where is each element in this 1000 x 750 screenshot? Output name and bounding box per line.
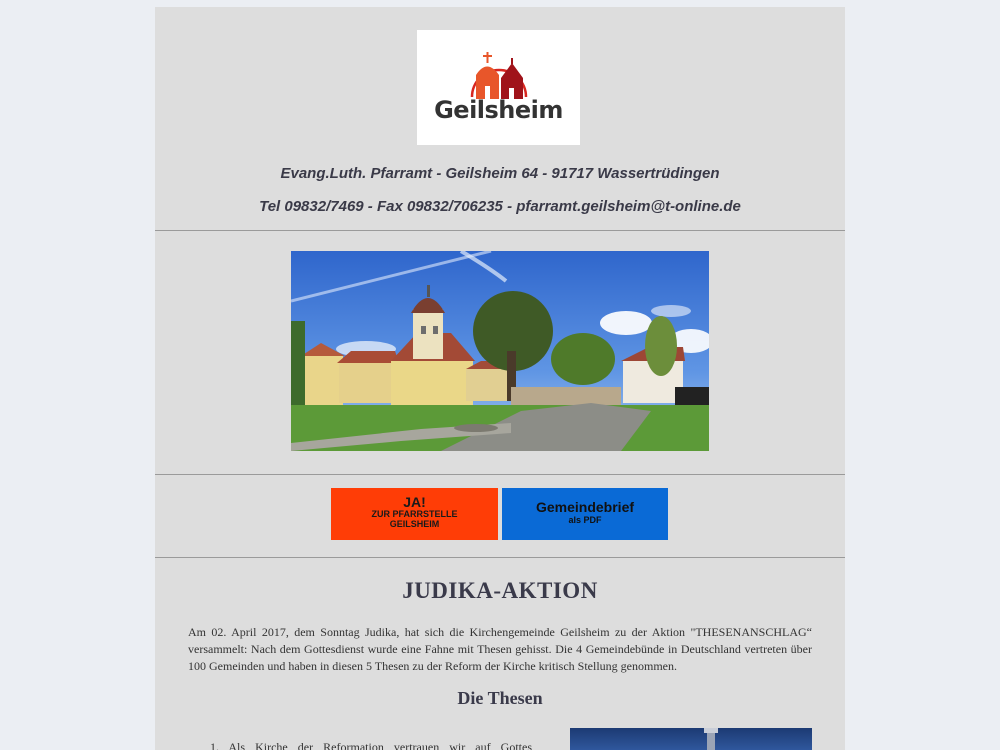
pfarrstelle-button-line2: ZUR PFARRSTELLE [371,509,458,519]
village-church-photo [291,251,709,451]
photo-section [155,231,845,475]
address-line: Evang.Luth. Pfarramt - Geilsheim 64 - 91717 Wassertrüdingen [280,165,720,182]
gemeindebrief-button-line2: als PDF [568,515,602,525]
church-logo-icon [417,30,580,145]
village-church-image [291,251,709,451]
pfarrstelle-button[interactable] [331,488,498,540]
article-intro: Am 02. April 2017, dem Sonntag Judika, hat sich die Kirchengemeinde Geilsheim zu der Aktion "THESENANSCHLAG“ versammelt: Nach dem Gottesdienst wurde eine Fahne mit Thesen gehisst. Die 4 Gemeindebünde in Deutschland vertreten über 100 Gemeinden und haben in diesen 5 Thesen zu der Reform der Kirche kritisch Stellung genommen. [188,625,812,673]
gemeindebrief-button[interactable] [502,488,668,540]
header-section [155,7,845,231]
site-logo[interactable] [417,30,580,145]
pfarrstelle-button-line3: GEILSHEIM [389,519,440,529]
logo-text: Geilsheim [434,96,563,124]
flag-photo [570,728,812,750]
gemeindebrief-button-line1: Gemeindebrief [535,499,635,515]
buttons-section [155,475,845,558]
contact-line: Tel 09832/7469 - Fax 09832/706235 - pfarramt.geilsheim@t-online.de [259,198,741,215]
article-title: JUDIKA-AKTION [402,578,598,603]
thesis-item: 1. Als Kirche der Reformation vertrauen wir auf Gottes [210,740,532,750]
article-subtitle: Die Thesen [457,688,543,708]
pfarrstelle-button-line1: JA! [403,494,426,510]
flagpole-image [570,728,812,750]
page-content [155,7,845,750]
